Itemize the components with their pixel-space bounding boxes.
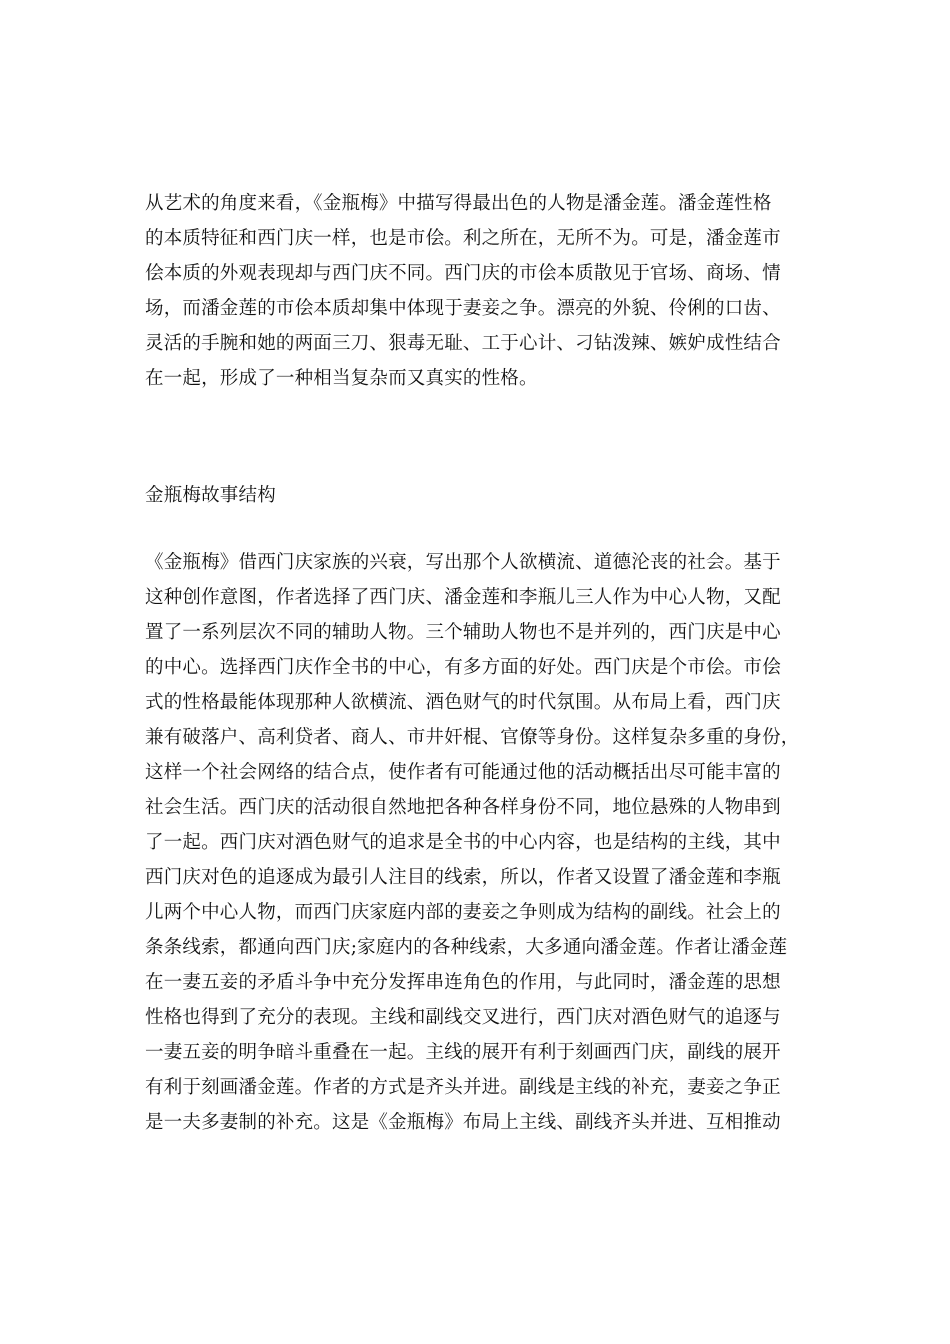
paragraph-1-line-3: 侩本质的外观表现却与西门庆不同。西门庆的市侩本质散见于官场、商场、情 (145, 263, 781, 284)
paragraph-2-line-16: 有利于刻画潘金莲。作者的方式是齐头并进。副线是主线的补充，妻妾之争正 (145, 1077, 781, 1098)
paragraph-2-line-13: 在一妻五妾的矛盾斗争中充分发挥串连角色的作用，与此同时，潘金莲的思想 (145, 972, 781, 993)
section-heading: 金瓶梅故事结构 (145, 485, 276, 506)
paragraph-1-line-4: 场，而潘金莲的市侩本质却集中体现于妻妾之争。漂亮的外貌、伶俐的口齿、 (145, 298, 781, 319)
paragraph-2-line-12: 条条线索，都通向西门庆;家庭内的各种线索，大多通向潘金莲。作者让潘金莲 (145, 937, 788, 958)
paragraph-2-line-4: 的中心。选择西门庆作全书的中心，有多方面的好处。西门庆是个市侩。市侩 (145, 657, 781, 678)
paragraph-2-line-15: 一妻五妾的明争暗斗重叠在一起。主线的展开有利于刻画西门庆，副线的展开 (145, 1042, 781, 1063)
paragraph-2-line-9: 了一起。西门庆对酒色财气的追求是全书的中心内容，也是结构的主线，其中 (145, 832, 781, 853)
paragraph-2-line-14: 性格也得到了充分的表现。主线和副线交叉进行，西门庆对酒色财气的追逐与 (145, 1007, 781, 1028)
paragraph-2-line-10: 西门庆对色的追逐成为最引人注目的线索，所以，作者又设置了潘金莲和李瓶 (145, 867, 781, 888)
paragraph-2-line-5: 式的性格最能体现那种人欲横流、酒色财气的时代氛围。从布局上看，西门庆 (145, 692, 781, 713)
paragraph-1-line-1: 从艺术的角度来看，《金瓶梅》中描写得最出色的人物是潘金莲。潘金莲性格 (145, 193, 772, 214)
paragraph-2-line-2: 这种创作意图，作者选择了西门庆、潘金莲和李瓶儿三人作为中心人物，又配 (145, 587, 781, 608)
paragraph-2-line-11: 儿两个中心人物，而西门庆家庭内部的妻妾之争则成为结构的副线。社会上的 (145, 902, 781, 923)
paragraph-2-line-3: 置了一系列层次不同的辅助人物。三个辅助人物也不是并列的，西门庆是中心 (145, 622, 781, 643)
paragraph-2-line-6: 兼有破落户、高利贷者、商人、市井奸棍、官僚等身份。这样复杂多重的身份， (145, 727, 800, 748)
paragraph-1-line-2: 的本质特征和西门庆一样，也是市侩。利之所在，无所不为。可是，潘金莲市 (145, 228, 781, 249)
paragraph-1-line-6: 在一起，形成了一种相当复杂而又真实的性格。 (145, 368, 538, 389)
paragraph-2-line-17: 是一夫多妻制的补充。这是《金瓶梅》布局上主线、副线齐头并进、互相推动 (145, 1112, 781, 1133)
paragraph-2-line-7: 这样一个社会网络的结合点，使作者有可能通过他的活动概括出尽可能丰富的 (145, 762, 781, 783)
paragraph-2-line-8: 社会生活。西门庆的活动很自然地把各种各样身份不同，地位悬殊的人物串到 (145, 797, 781, 818)
paragraph-2-line-1: 《金瓶梅》借西门庆家族的兴衰，写出那个人欲横流、道德沦丧的社会。基于 (145, 552, 781, 573)
paragraph-1-line-5: 灵活的手腕和她的两面三刀、狠毒无耻、工于心计、刁钻泼辣、嫉妒成性结合 (145, 333, 781, 354)
